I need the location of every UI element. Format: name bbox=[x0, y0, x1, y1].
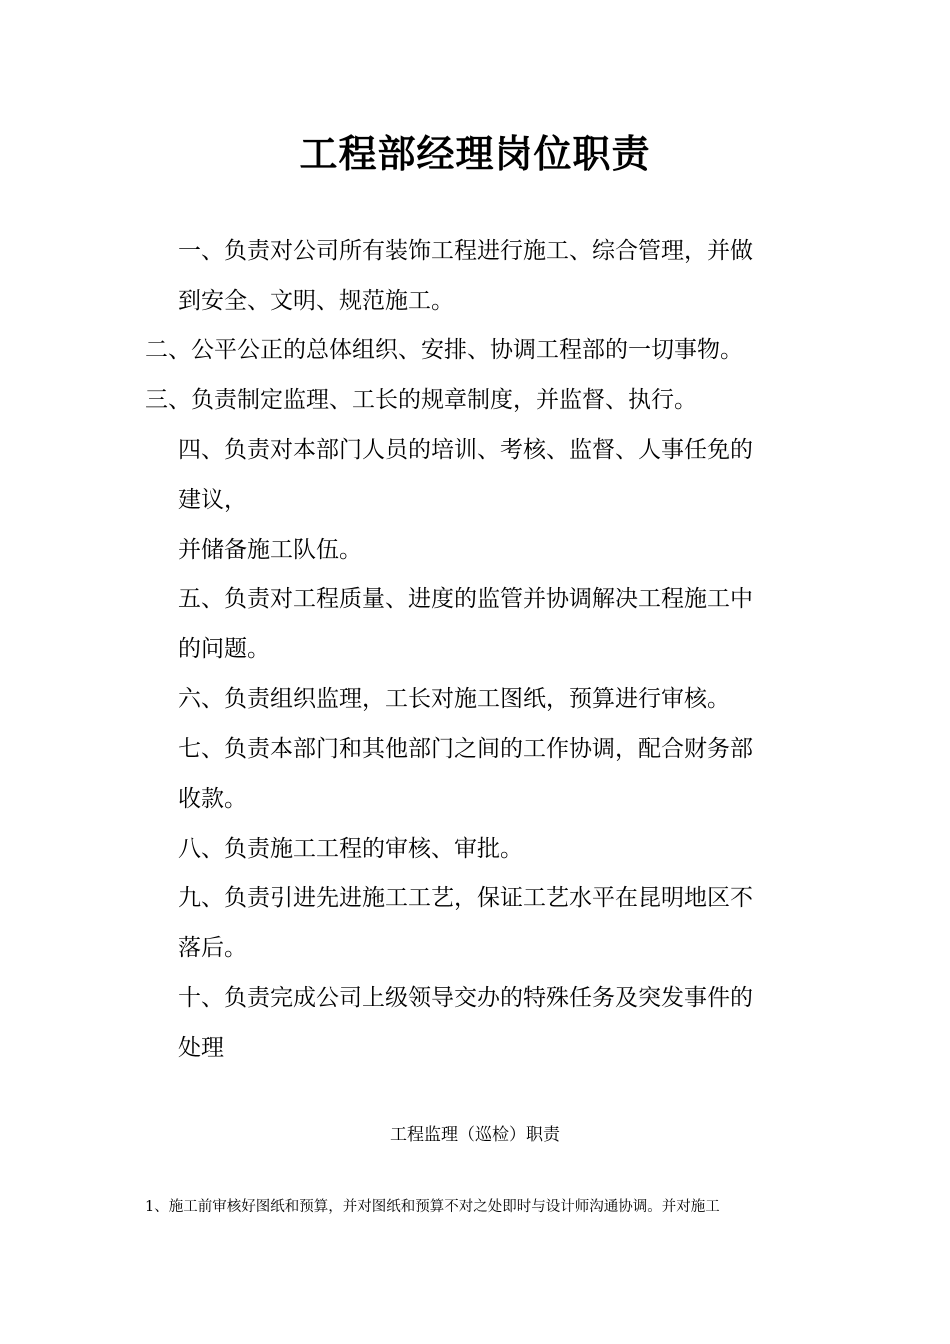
section-subtitle: 工程监理（巡检）职责 bbox=[390, 1125, 560, 1145]
duty-line-2: 二、公平公正的总体组织、安排、协调工程部的一切事物。 bbox=[145, 337, 743, 363]
duty-line-4: 四、负责对本部门人员的培训、考核、监督、人事任免的 bbox=[178, 437, 753, 463]
duty-line-6: 六、负责组织监理，工长对施工图纸，预算进行审核。 bbox=[178, 686, 730, 712]
duty-line-9: 九、负责引进先进施工工艺，保证工艺水平在昆明地区不 bbox=[178, 885, 753, 911]
duty-line-7: 七、负责本部门和其他部门之间的工作协调，配合财务部 bbox=[178, 736, 753, 762]
duty-line-3: 三、负责制定监理、工长的规章制度，并监督、执行。 bbox=[145, 387, 697, 413]
duty-line-10-cont: 处理 bbox=[178, 1035, 224, 1061]
duty-line-10: 十、负责完成公司上级领导交办的特殊任务及突发事件的 bbox=[178, 985, 753, 1011]
duty-line-1: 一、负责对公司所有装饰工程进行施工、综合管理，并做 bbox=[178, 238, 753, 264]
duty-line-5: 五、负责对工程质量、进度的监管并协调解决工程施工中 bbox=[178, 586, 753, 612]
duty-line-9-cont: 落后。 bbox=[178, 935, 247, 961]
duty-line-5-cont: 的问题。 bbox=[178, 636, 270, 662]
duty-line-4-cont-2: 并储备施工队伍。 bbox=[178, 537, 362, 563]
supervision-item-1: 1、施工前审核好图纸和预算，并对图纸和预算不对之处即时与设计师沟通协调。并对施工 bbox=[145, 1199, 720, 1215]
page-title: 工程部经理岗位职责 bbox=[299, 132, 651, 176]
duty-line-7-cont: 收款。 bbox=[178, 786, 247, 812]
duty-line-4-cont: 建议， bbox=[178, 487, 247, 513]
duty-line-1-cont: 到安全、文明、规范施工。 bbox=[178, 288, 454, 314]
duty-line-8: 八、负责施工工程的审核、审批。 bbox=[178, 836, 523, 862]
